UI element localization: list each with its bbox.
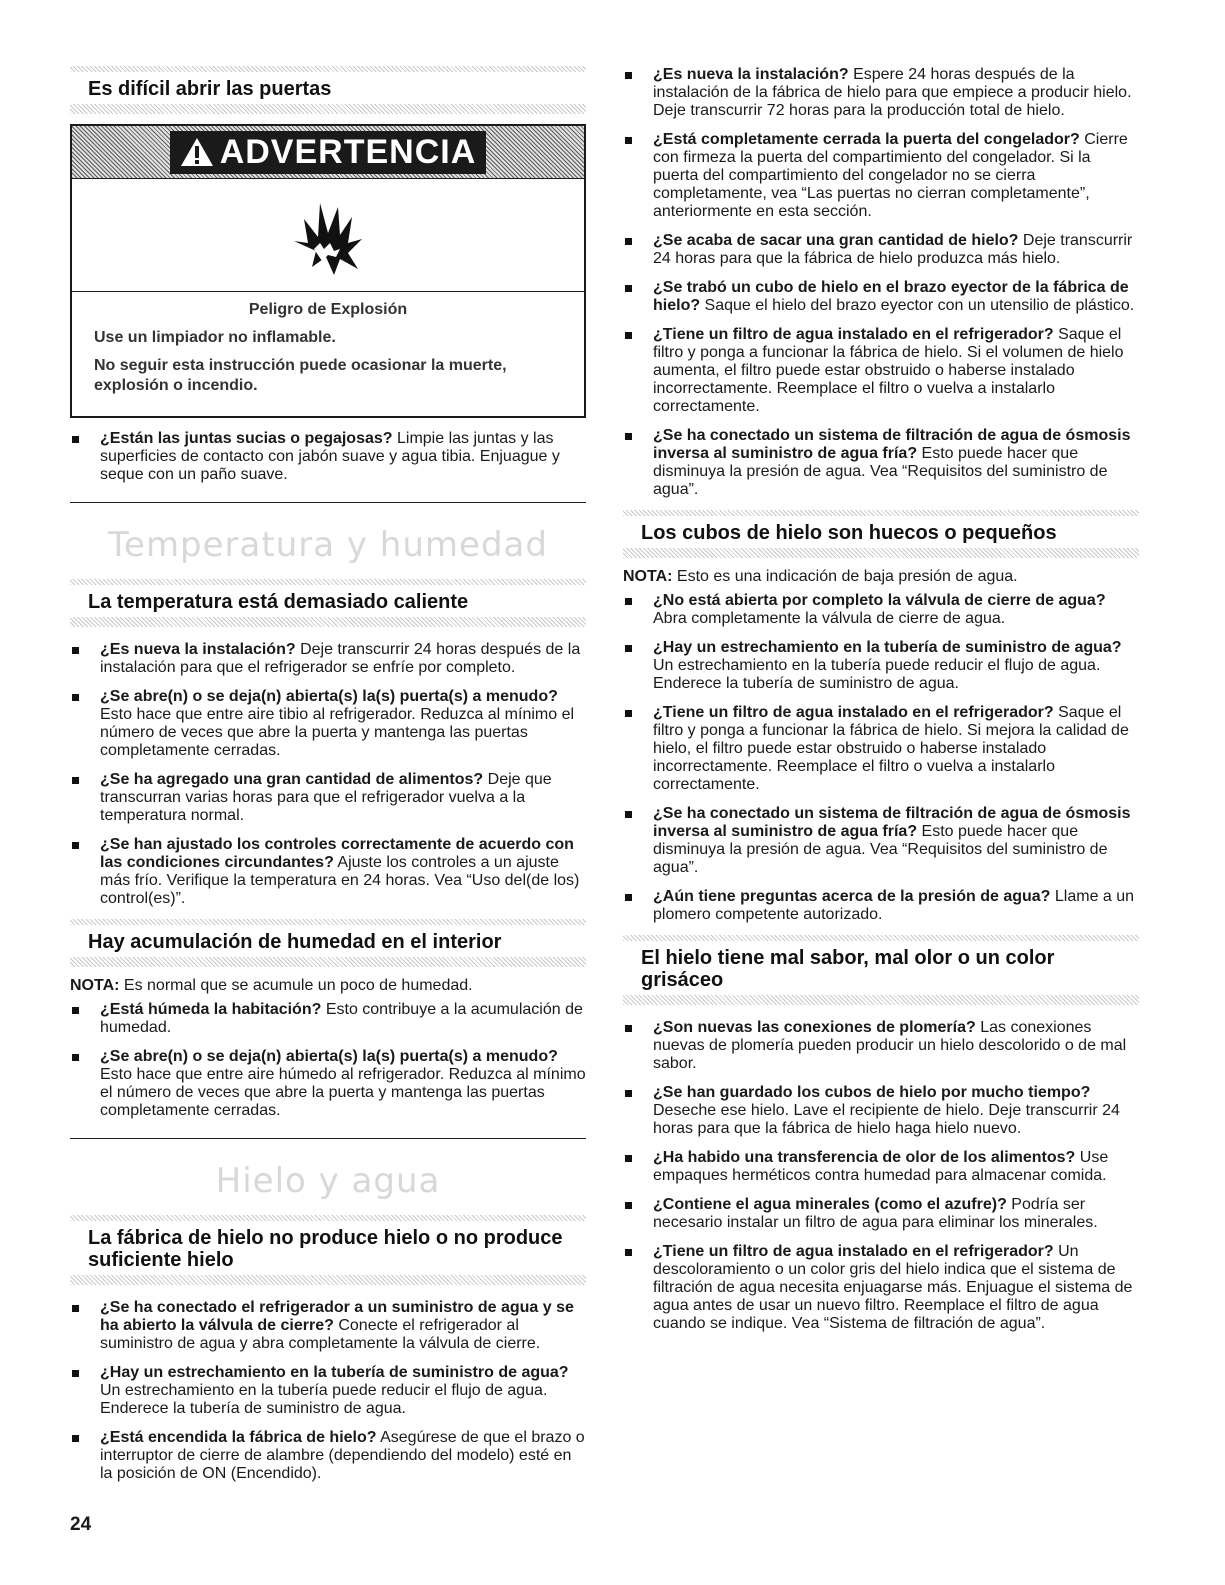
- item-question: ¿Están las juntas sucias o pegajosas?: [100, 430, 393, 447]
- list-item: [623, 704, 1139, 794]
- item-question: ¿Se ha agregado una gran cantidad de alimentos?: [100, 771, 484, 788]
- section-title-temperature: Temperatura y humedad: [108, 525, 548, 565]
- item-answer: Esto puede hacer que disminuya la presión de agua. Vea “Requisitos del suministro de agua”.: [653, 445, 1108, 498]
- right-column: [623, 66, 1139, 1344]
- item-answer: Deje transcurrir 24 horas después de la instalación para que el refrigerador se enfríe por completo.: [100, 641, 581, 676]
- item-question: ¿Se ha conectado el refrigerador a un suministro de agua y se ha abierto la válvula de cierre?: [100, 1299, 574, 1334]
- item-answer: Un estrechamiento en la tubería puede reducir el flujo de agua. Enderece la tubería de suministro de agua.: [100, 1382, 548, 1417]
- list-item: [623, 639, 1139, 693]
- item-question: ¿Ha habido una transferencia de olor de los alimentos?: [653, 1149, 1076, 1166]
- left-column: [70, 66, 586, 1494]
- item-question: ¿Es nueva la instalación?: [100, 641, 296, 658]
- item-question: ¿Se ha conectado un sistema de filtración de agua de ósmosis inversa al suministro de agua fría?: [653, 427, 1131, 462]
- item-answer: Un estrechamiento en la tubería puede reducir el flujo de agua. Enderece la tubería de suministro de agua.: [653, 657, 1101, 692]
- heading-rule: [70, 617, 586, 627]
- item-question: ¿Tiene un filtro de agua instalado en el refrigerador?: [653, 704, 1054, 721]
- item-answer: Deseche ese hielo. Lave el recipiente de hielo. Deje transcurrir 24 horas para que la fábrica de hielo haga hielo nuevo.: [653, 1102, 1120, 1137]
- item-answer: Cierre con firmeza la puerta del compartimiento del congelador. Si la puerta del compartimiento del congelador no se cierra completamente, vea “Las puertas no cierran completamente”, anteriormente en esta sección.: [653, 131, 1128, 220]
- section-title-ice: Hielo y agua: [215, 1161, 441, 1201]
- item-answer: Esto puede hacer que disminuya la presión de agua. Vea “Requisitos del suministro de agua”.: [653, 823, 1108, 876]
- item-answer: Deje transcurrir 24 horas para que la fábrica de hielo produzca más hielo.: [653, 232, 1133, 267]
- item-question: ¿Se han ajustado los controles correctamente de acuerdo con las condiciones circundantes?: [100, 836, 574, 871]
- item-question: ¿Son nuevas las conexiones de plomería?: [653, 1019, 976, 1036]
- item-question: ¿Hay un estrechamiento en la tubería de suministro de agua?: [100, 1364, 569, 1381]
- item-question: ¿Contiene el agua minerales (como el azufre)?: [653, 1196, 1007, 1213]
- item-question: ¿Está completamente cerrada la puerta del congelador?: [653, 131, 1080, 148]
- heading-rule: [70, 1275, 586, 1285]
- item-answer: Deje que transcurran varias horas para que el refrigerador vuelva a la temperatura normal.: [100, 771, 552, 824]
- hollow-list: [623, 592, 1139, 924]
- item-answer: Espere 24 horas después de la instalación de la fábrica de hielo para que empiece a producir hielo. Deje transcurrir 72 horas para la producción total de hielo.: [653, 66, 1132, 119]
- item-question: ¿Tiene un filtro de agua instalado en el refrigerador?: [653, 1243, 1054, 1260]
- section-rule: [70, 502, 586, 503]
- warning-hazard: Peligro de Explosión: [248, 301, 408, 318]
- list-item: [70, 836, 586, 908]
- item-question: ¿Es nueva la instalación?: [653, 66, 849, 83]
- item-answer: Esto hace que entre aire tibio al refrigerador. Reduzca al mínimo el número de veces que abre la puerta y mantenga las puertas completamente cerradas.: [100, 706, 575, 759]
- item-question: ¿Tiene un filtro de agua instalado en el refrigerador?: [653, 326, 1054, 343]
- list-item: [623, 1149, 1139, 1185]
- item-question: ¿Se ha conectado un sistema de filtración de agua de ósmosis inversa al suministro de agua fría?: [653, 805, 1131, 840]
- item-answer: Saque el filtro y ponga a funcionar la fábrica de hielo. Si mejora la calidad de hielo, el filtro puede estar obstruido o haberse instalado incorrectamente. Reemplace el filtro o vuelva a instalarlo correctamente.: [653, 704, 1129, 793]
- humidity-list: [70, 1001, 586, 1120]
- heading-doors: Es difícil abrir las puertas: [88, 78, 332, 100]
- warning-line-1: Use un limpiador no inflamable.: [94, 329, 336, 346]
- item-question: ¿Se trabó un cubo de hielo en el brazo eyector de la fábrica de hielo?: [653, 279, 1129, 314]
- warning-line-2: No seguir esta instrucción puede ocasionar la muerte, explosión o incendio.: [94, 357, 507, 394]
- heading-rule: [70, 957, 586, 967]
- section-rule: [70, 1138, 586, 1139]
- heading-warm: La temperatura está demasiado caliente: [88, 591, 469, 613]
- list-item: [70, 1364, 586, 1418]
- item-question: ¿Está húmeda la habitación?: [100, 1001, 322, 1018]
- note-text: Esto es una indicación de baja presión de agua.: [672, 568, 1018, 585]
- list-item: [623, 1019, 1139, 1073]
- item-question: ¿Se abre(n) o se deja(n) abierta(s) la(s) puerta(s) a menudo?: [100, 688, 558, 705]
- item-answer: Limpie las juntas y las superficies de contacto con jabón suave y agua tibia. Enjuague y seque con un paño suave.: [100, 430, 560, 483]
- item-answer: Use empaques herméticos contra humedad para almacenar comida.: [653, 1149, 1109, 1184]
- page-number: 24: [70, 1514, 92, 1535]
- item-question: ¿Se abre(n) o se deja(n) abierta(s) la(s) puerta(s) a menudo?: [100, 1048, 558, 1065]
- warning-title: [170, 131, 487, 174]
- list-item: [623, 232, 1139, 268]
- hollow-note: [623, 568, 1139, 586]
- item-answer: Ajuste los controles a un ajuste más frío. Verifique la temperatura en 24 horas. Vea “Uso del(de los) control(es)”.: [100, 854, 580, 907]
- list-item: [70, 641, 586, 677]
- list-item: [623, 427, 1139, 499]
- list-item: [70, 688, 586, 760]
- heading-rule: [623, 548, 1139, 558]
- heading-hollow: Los cubos de hielo son huecos o pequeños: [641, 522, 1057, 544]
- list-item: [623, 326, 1139, 416]
- icemaker-list-continued: [623, 66, 1139, 499]
- item-answer: Abra completamente la válvula de cierre de agua.: [653, 610, 1006, 627]
- list-item: [623, 1084, 1139, 1138]
- list-item: [70, 1299, 586, 1353]
- humidity-note: [70, 977, 586, 995]
- warning-header: [72, 126, 584, 178]
- item-answer: Asegúrese de que el brazo o interruptor de cierre de alambre (dependiendo del modelo) esté en la posición de ON (Encendido).: [100, 1429, 585, 1482]
- item-question: ¿Está encendida la fábrica de hielo?: [100, 1429, 377, 1446]
- warm-list: [70, 641, 586, 908]
- heading-rule: [70, 104, 586, 114]
- list-item: [70, 430, 586, 484]
- heading-rule: [623, 995, 1139, 1005]
- list-item: [623, 66, 1139, 120]
- warning-symbol-area: [72, 178, 584, 292]
- taste-list: [623, 1019, 1139, 1333]
- item-answer: Llame a un plomero competente autorizado.: [653, 888, 1135, 923]
- list-item: [623, 888, 1139, 924]
- item-answer: Las conexiones nuevas de plomería pueden producir un hielo descolorido o de mal sabor.: [653, 1019, 1127, 1072]
- item-question: ¿Se acaba de sacar una gran cantidad de hielo?: [653, 232, 1019, 249]
- list-item: [70, 1429, 586, 1483]
- item-question: ¿Se han guardado los cubos de hielo por mucho tiempo?: [653, 1084, 1091, 1101]
- explosion-icon: [290, 193, 366, 277]
- list-item: [623, 592, 1139, 628]
- list-item: [623, 1196, 1139, 1232]
- item-answer: Saque el filtro y ponga a funcionar la fábrica de hielo. Si el volumen de hielo aumenta, el filtro puede estar obstruido o haberse instalado incorrectamente. Reemplace el filtro o vuelva a instalarlo correctamente.: [653, 326, 1124, 415]
- item-question: ¿No está abierta por completo la válvula de cierre de agua?: [653, 592, 1106, 609]
- item-answer: Esto hace que entre aire húmedo al refrigerador. Reduzca al mínimo el número de veces que abre la puerta y mantenga las puertas completamente cerradas.: [100, 1066, 586, 1119]
- list-item: [623, 131, 1139, 221]
- item-question: ¿Aún tiene preguntas acerca de la presión de agua?: [653, 888, 1051, 905]
- doors-list: [70, 430, 586, 484]
- list-item: [70, 1048, 586, 1120]
- icemaker-list: [70, 1299, 586, 1483]
- list-item: [70, 1001, 586, 1037]
- item-answer: Un descoloramiento o un color gris del hielo indica que el sistema de filtración de agua necesita enjuagarse más. Enjuague el sistema de agua antes de usar un nuevo filtro. Reemplace el filtro de agua cuando se indique. Vea “Sistema de filtración de agua”.: [653, 1243, 1133, 1332]
- item-answer: Podría ser necesario instalar un filtro de agua para eliminar los minerales.: [653, 1196, 1098, 1231]
- list-item: [623, 805, 1139, 877]
- note-label: NOTA:: [70, 977, 120, 994]
- item-answer: Saque el hielo del brazo eyector con un utensilio de plástico.: [700, 297, 1135, 314]
- warning-body: [72, 292, 584, 416]
- list-item: [623, 1243, 1139, 1333]
- list-item: [623, 279, 1139, 315]
- item-question: ¿Hay un estrechamiento en la tubería de suministro de agua?: [653, 639, 1122, 656]
- warning-triangle-icon: [180, 137, 214, 167]
- item-answer: Esto contribuye a la acumulación de humedad.: [100, 1001, 583, 1036]
- heading-humidity: Hay acumulación de humedad en el interior: [88, 931, 502, 953]
- warning-title-text: ADVERTENCIA: [219, 132, 477, 171]
- note-text: Es normal que se acumule un poco de humedad.: [119, 977, 473, 994]
- warning-box: [70, 124, 586, 418]
- heading-icemaker: La fábrica de hielo no produce hielo o no produce suficiente hielo: [88, 1227, 563, 1271]
- item-answer: Conecte el refrigerador al suministro de agua y abra completamente la válvula de cierre.: [100, 1317, 541, 1352]
- heading-taste: El hielo tiene mal sabor, mal olor o un color grisáceo: [641, 947, 1055, 991]
- list-item: [70, 771, 586, 825]
- note-label: NOTA:: [623, 568, 673, 585]
